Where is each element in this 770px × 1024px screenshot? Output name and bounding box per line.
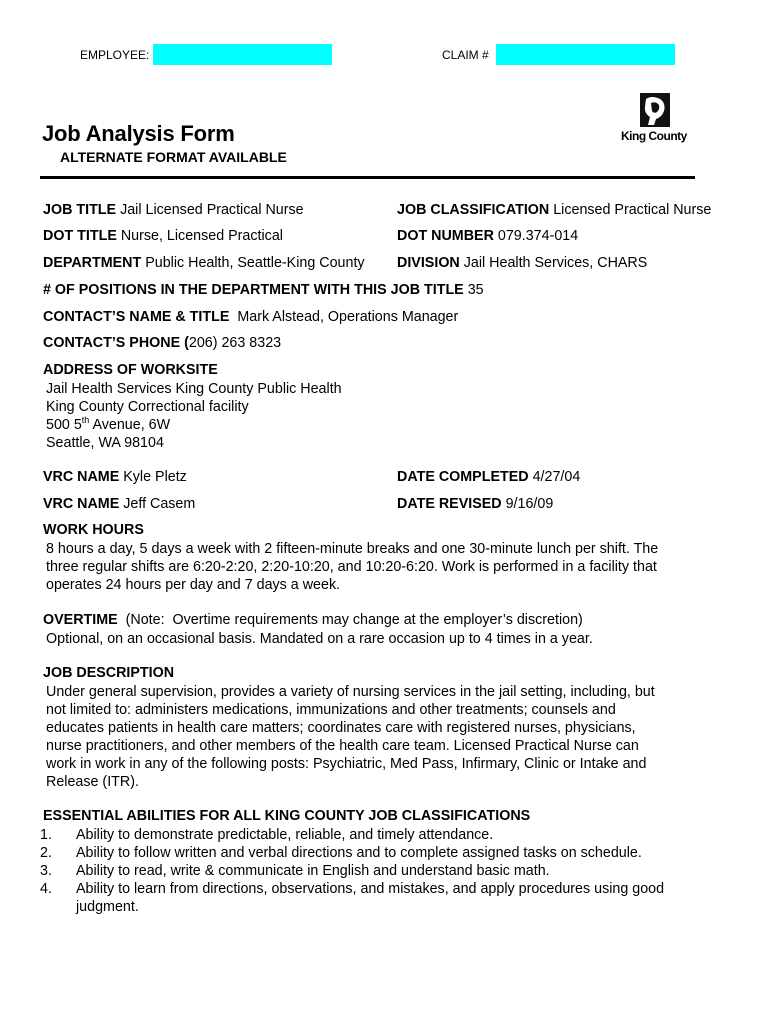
overtime-note: (Note: Overtime requirements may change at the employer’s discretion) [117,612,583,628]
work-hours-line: operates 24 hours per day and 7 days a week. [46,577,341,593]
divider [40,176,695,179]
essential-abilities-label: ESSENTIAL ABILITIES FOR ALL KING COUNTY JOB CLASSIFICATIONS [43,808,531,824]
work-hours-line: three regular shifts are 6:20-2:20, 2:20-10:20, and 10:20-6:20. Work is performed in a facility that [46,559,657,575]
job-classification-value: Licensed Practical Nurse [553,202,712,218]
division-row [397,255,647,271]
job-description-line: nurse practitioners, and other members of the health care team. Licensed Practical Nurse can [46,738,639,754]
page-subtitle: ALTERNATE FORMAT AVAILABLE [60,149,287,165]
job-description-line: Release (ITR). [46,774,139,790]
division-label: DIVISION [397,255,460,271]
address-line-3: 500 5th Avenue, 6W [46,415,171,433]
essential-abilities-list [40,826,740,916]
job-title-row [43,202,304,218]
job-title-label: JOB TITLE [43,202,117,218]
list-item: 1. Ability to demonstrate predictable, reliable, and timely attendance. [40,827,494,843]
dot-title-value: Nurse, Licensed Practical [120,228,283,244]
department-row [43,255,365,271]
vrc-name-label: VRC NAME [43,496,120,512]
date-revised-label: DATE REVISED [397,496,502,512]
contact-value: Mark Alstead, Operations Manager [237,309,459,325]
job-classification-row [397,202,711,218]
dot-number-label: DOT NUMBER [397,228,494,244]
overtime-line: Optional, on an occasional basis. Mandated on a rare occasion up to 4 times in a year. [46,631,593,647]
division-value: Jail Health Services, CHARS [463,255,648,271]
employee-field[interactable] [153,44,332,65]
claim-field[interactable] [496,44,675,65]
vrc-name-label: VRC NAME [43,469,120,485]
king-county-logo-icon [634,91,676,129]
address-line-2: King County Correctional facility [46,399,249,415]
claim-label: CLAIM # [442,48,489,62]
dot-number-row [397,228,578,244]
dot-number-value: 079.374-014 [497,228,579,244]
list-item: 4. Ability to learn from directions, observations, and mistakes, and apply procedures using good judgment. [40,881,665,915]
date-completed-label: DATE COMPLETED [397,469,529,485]
positions-label: # OF POSITIONS IN THE DEPARTMENT WITH THIS JOB TITLE [43,282,464,298]
vrc-name-value: Kyle Pletz [123,469,187,485]
vrc-name-value: Jeff Casem [123,496,196,512]
contact-row [43,309,458,325]
date-completed-value: 4/27/04 [532,469,581,485]
work-hours-line: 8 hours a day, 5 days a week with 2 fifteen-minute breaks and one 30-minute lunch per shift. The [46,541,659,557]
page-title: Job Analysis Form [42,121,235,146]
employee-label: EMPLOYEE: [80,48,150,62]
department-label: DEPARTMENT [43,255,142,271]
list-item: 2. Ability to follow written and verbal directions and to complete assigned tasks on schedule. [40,845,642,861]
work-hours-label: WORK HOURS [43,522,144,538]
job-description-line: not limited to: administers medications, immunizations and other treatments; counsels and [46,702,616,718]
logo-text: King County [621,129,687,143]
phone-row [43,335,281,351]
job-description-line: Under general supervision, provides a variety of nursing services in the jail setting, including, but [46,684,655,700]
dot-title-label: DOT TITLE [43,228,117,244]
vrc-name-row-2 [43,496,195,512]
department-value: Public Health, Seattle-King County [145,255,365,271]
list-item: 3. Ability to read, write & communicate in English and understand basic math. [40,863,550,879]
address-line-1: Jail Health Services King County Public Health [46,381,342,397]
date-revised-value: 9/16/09 [505,496,554,512]
job-classification-label: JOB CLASSIFICATION [397,202,550,218]
contact-label: CONTACT’S NAME & TITLE [43,309,230,325]
vrc-name-row-1 [43,469,187,485]
overtime-label: OVERTIME [43,612,118,628]
phone-value: 206) 263 8323 [188,335,282,351]
job-description-line: educates patients in health care matters; coordinates care with registered nurses, physicians, [46,720,636,736]
phone-label: CONTACT’S PHONE ( [43,335,189,351]
positions-value: 35 [467,282,484,298]
date-revised-row [397,496,553,512]
overtime-row [43,612,583,628]
date-completed-row [397,469,580,485]
positions-row [43,282,484,298]
job-description-label: JOB DESCRIPTION [43,665,175,681]
address-label: ADDRESS OF WORKSITE [43,362,218,378]
dot-title-row [43,228,283,244]
job-description-line: work in work in any of the following posts: Psychiatric, Med Pass, Infirmary, Clinic or Intake and [46,756,647,772]
address-line-4: Seattle, WA 98104 [46,435,164,451]
job-title-value: Jail Licensed Practical Nurse [120,202,304,218]
